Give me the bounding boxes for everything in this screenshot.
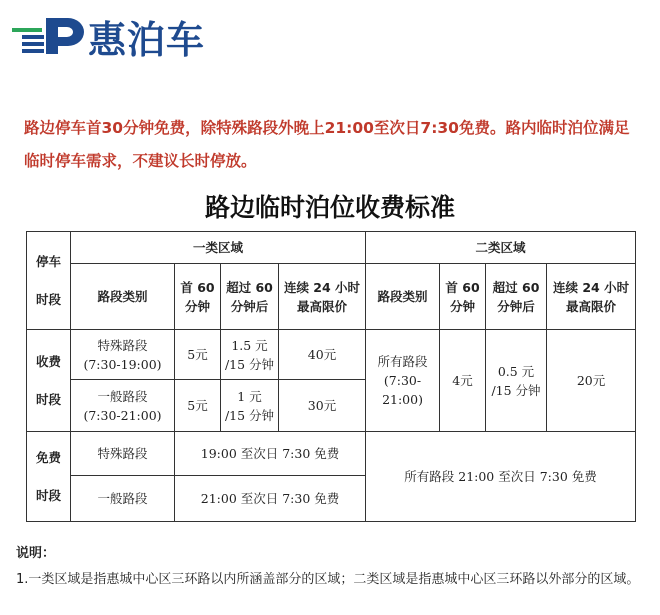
zone2-header: 二类区域 [366,232,636,264]
brand-logo [12,10,205,62]
parking-notice: 路边停车首30分钟免费，除特殊路段外晚上21:00至次日7:30免费。路内临时泊位满足临时停车需求，不建议长时停放。 [24,119,630,170]
special-road-cell: 特殊路段 (7:30-19:00) [71,330,175,380]
table-row [27,330,636,380]
free-special-road: 特殊路段 [71,432,175,476]
zone2-first-header: 首 60 分钟 [440,264,486,330]
zone2-max-fee: 20元 [547,330,636,432]
free-general-road: 一般路段 [71,476,175,522]
general-after-fee: 1 元 /15 分钟 [221,380,279,432]
zone2-first-fee: 4元 [440,330,486,432]
special-after-fee: 1.5 元 /15 分钟 [221,330,279,380]
zone2-max-header: 连续 24 小时 最高限价 [547,264,636,330]
free-period-label: 免费 时段 [27,432,71,522]
fee-table [26,231,636,522]
special-max-fee: 40元 [279,330,366,380]
zone1-first-header: 首 60 分钟 [175,264,221,330]
table-row [27,432,636,476]
zone2-road-cell: 所有路段 (7:30- 21:00) [366,330,440,432]
free-zone2-time: 所有路段 21:00 至次日 7:30 免费 [366,432,636,522]
general-first-fee: 5元 [175,380,221,432]
zone1-after-header: 超过 60 分钟后 [221,264,279,330]
note-body: 1.一类区域是指惠城中心区三环路以内所涵盖部分的区域；二类区域是指惠城中心区三环路以外部分的区域。 [16,572,640,587]
zone1-max-header: 连续 24 小时 最高限价 [279,264,366,330]
brand-name: 惠泊车 [88,17,206,62]
general-road-cell: 一般路段 (7:30-21:00) [71,380,175,432]
free-general-time: 21:00 至次日 7:30 免费 [175,476,366,522]
page-title: 路边临时泊位收费标准 [204,193,455,222]
special-first-fee: 5元 [175,330,221,380]
general-max-fee: 30元 [279,380,366,432]
zone2-after-fee: 0.5 元 /15 分钟 [486,330,547,432]
charge-period-label: 收费 时段 [27,330,71,432]
zone2-type-header: 路段类别 [366,264,440,330]
zone1-header: 一类区域 [71,232,366,264]
zone2-after-header: 超过 60 分钟后 [486,264,547,330]
corner-header: 停车 时段 [27,232,71,330]
parking-p-logo-icon [12,14,84,58]
note-title: 说明： [16,546,56,561]
zone1-type-header: 路段类别 [71,264,175,330]
free-special-time: 19:00 至次日 7:30 免费 [175,432,366,476]
